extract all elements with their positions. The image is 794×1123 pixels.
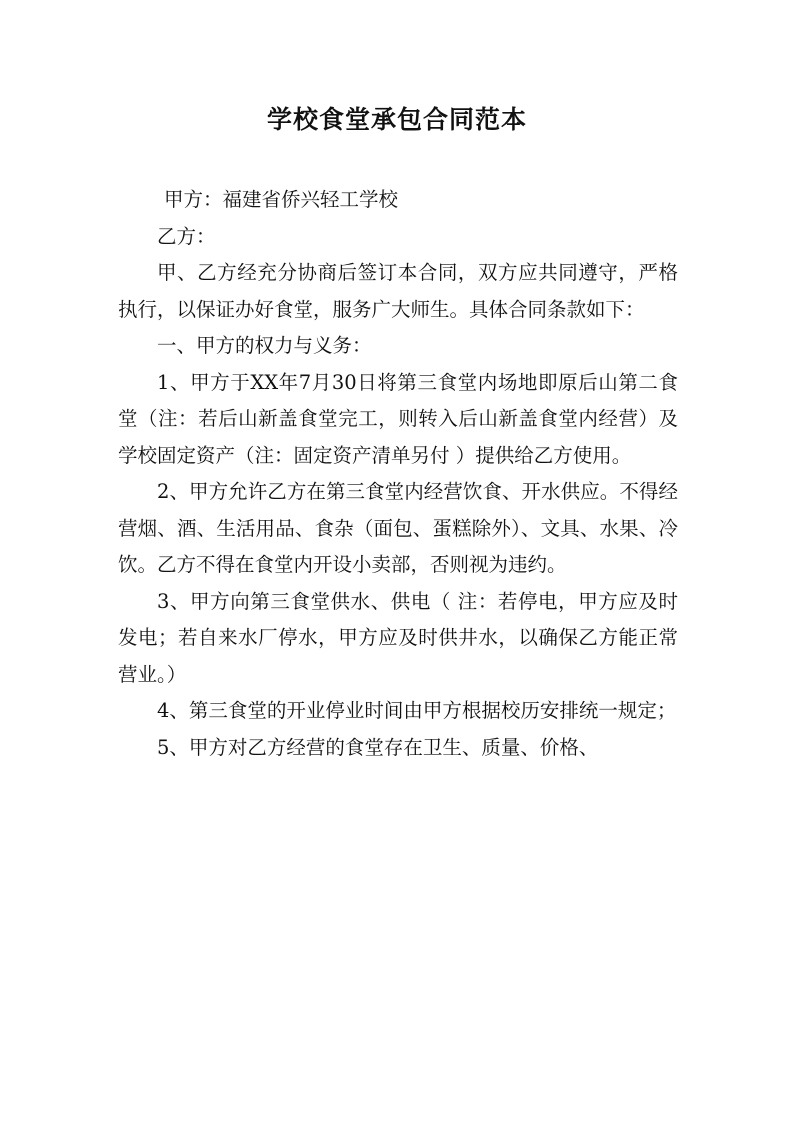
clause-5: 5、甲方对乙方经营的食堂存在卫生、质量、价格、 (157, 735, 599, 759)
document-body (118, 182, 678, 766)
clause-2: 2、甲方允许乙方在第三食堂内经营饮食、开水供应。不得经营烟、酒、生活用品、食杂（面包、蛋糕除外）、文具、水果、冷饮。乙方不得在食堂内开设小卖部，否则视为违约。 (118, 480, 678, 576)
clause-3: 3、甲方向第三食堂供水、供电（ 注：若停电，甲方应及时发电；若自来水厂停水，甲方应及时供井水，以确保乙方能正常营业。） (118, 589, 678, 686)
party-b-line: 乙方： (157, 224, 216, 248)
section-heading: 一、甲方的权力与义务： (157, 334, 372, 357)
clause-1: 1、甲方于XX年7月30日将第三食堂内场地即原后山第二食堂（注：若后山新盖食堂完工，则转入后山新盖食堂内经营）及学校固定资产（注：固定资产清单另付 ）提供给乙方使用。 (118, 370, 678, 467)
clause-4: 4、第三食堂的开业停业时间由甲方根据校历安排统一规定； (157, 699, 677, 722)
intro-paragraph: 甲、乙方经充分协商后签订本合同，双方应共同遵守，严格执行，以保证办好食堂，服务广大师生。具体合同条款如下： (118, 261, 678, 321)
party-a-line: 甲方：福建省侨兴轻工学校 (164, 188, 399, 211)
document-title: 学校食堂承包合同范本 (266, 105, 527, 134)
